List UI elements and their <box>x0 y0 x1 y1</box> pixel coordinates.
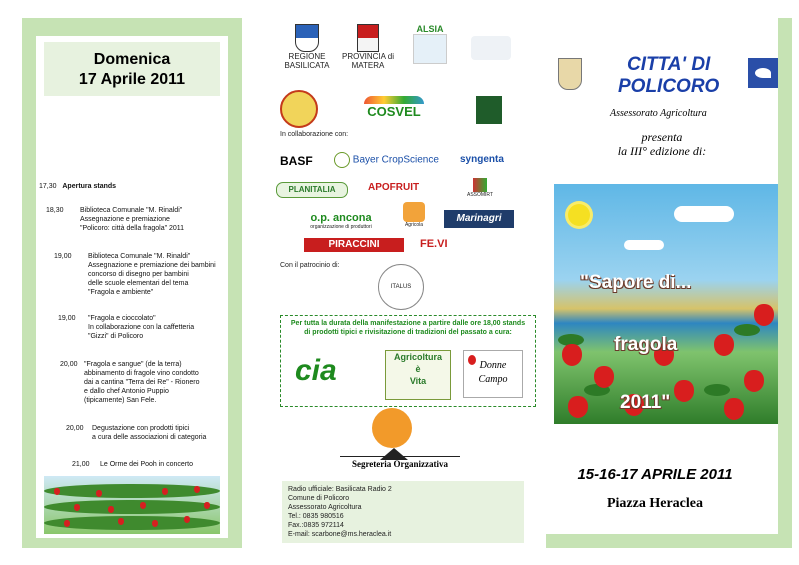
green-emblem-logo <box>476 96 502 124</box>
program-text: delle scuole elementari del tema <box>88 280 189 287</box>
crest-icon <box>357 24 379 52</box>
program-item-6 <box>66 424 206 442</box>
fax-line: Fax.:0835 972114 <box>288 522 344 529</box>
alsia-logo <box>410 24 450 64</box>
agricoltura-word: Agricoltura <box>393 352 442 362</box>
left-panel-content <box>36 36 228 538</box>
program-text: Biblioteca Comunale "M. Rinaldi" <box>80 207 183 214</box>
italus-label: ITALUS <box>390 284 412 290</box>
cosvel-logo <box>364 96 424 119</box>
program-item-7 <box>72 460 193 469</box>
program-item-2 <box>46 206 184 233</box>
program-text: "Fragola e ambiente" <box>88 289 154 296</box>
event-date: 17 Aprile 2011 <box>78 71 186 88</box>
email-line: E-mail: scarbone@ms.heraclea.it <box>288 531 392 538</box>
event-place: Piazza Heraclea <box>606 496 703 511</box>
rainbow-icon <box>364 96 424 104</box>
program-item-1 <box>39 182 116 191</box>
campo-word: Campo <box>478 374 508 385</box>
piraccini-logo: PIRACCINI <box>304 238 404 252</box>
donne-campo-logo <box>463 350 523 398</box>
program-text: Assegnazione e premiazione dei bambini <box>88 262 216 269</box>
regione-basilicata-label: REGIONE BASILICATA <box>284 52 330 70</box>
program-text: Apertura stands <box>62 183 117 190</box>
program-text: "Policoro: città della fragola" 2011 <box>80 225 185 232</box>
policoro-crest-icon <box>558 58 582 90</box>
fevi-logo: FE.VI <box>420 238 448 250</box>
program-text: Le Orme dei Pooh in concerto <box>100 461 193 468</box>
agricola-logo <box>400 202 428 228</box>
regione-basilicata-logo <box>280 24 334 70</box>
presenta-text <box>546 130 778 158</box>
shield-icon <box>295 24 319 52</box>
middle-panel <box>268 18 548 548</box>
phone-line: Tel.: 0835 980516 <box>288 513 344 520</box>
bayer-logo <box>334 152 439 168</box>
agricoltura-vita-logo <box>385 350 451 400</box>
basf-logo: BASF <box>280 154 313 168</box>
cia-logo: cia <box>295 354 337 387</box>
program-text: abbinamento di fragole vino condotto <box>84 370 199 377</box>
assessorato-line: Assessorato Agricoltura <box>288 504 362 511</box>
provincia-matera-label: PROVINCIA di MATERA <box>341 52 394 70</box>
program-text: concorso di disegno per bambini <box>88 271 189 278</box>
grid-icon <box>473 178 487 192</box>
provincia-matera-logo <box>340 24 396 70</box>
collaboration-label: In collaborazione con: <box>280 131 349 138</box>
program-text: (tipicamente) San Fele. <box>84 397 157 404</box>
event-date-box <box>44 42 220 96</box>
city-of-peace-logo <box>748 58 778 88</box>
op-ancona-label: o.p. ancona <box>310 212 372 224</box>
program-time: 18,30 <box>46 207 64 214</box>
city-title <box>618 54 719 98</box>
program-text: dai a cantina "Terra dei Re" - Rionero <box>84 379 200 386</box>
program-text: Degustazione con prodotti tipici <box>92 425 190 432</box>
event-dates: 15-16-17 APRILE 2011 <box>577 466 733 483</box>
segreteria-label: Segreteria Organizzativa <box>340 456 460 469</box>
patrocinio-label: Con il patrocinio di: <box>280 262 340 269</box>
italus-seal <box>378 264 424 310</box>
program-time: 17,30 <box>39 183 57 190</box>
program-text: "Fragola e cioccolato" <box>88 315 156 322</box>
syngenta-logo: syngenta <box>460 154 504 165</box>
poster-title-line3: 2011" <box>620 392 671 413</box>
assomirt-label: ASSOMIRT <box>466 192 494 198</box>
program-time: 21,00 <box>72 461 90 468</box>
program-text: In collaborazione con la caffetteria <box>88 324 195 331</box>
program-item-4 <box>58 314 194 341</box>
event-poster <box>554 184 778 424</box>
stands-announcement: Per tutta la durata della manifestazione a partire dalle ore 18,00 stands di prodotti tipici e rivisitazione di tradizioni del passato a cura: <box>290 320 526 336</box>
program-item-5 <box>60 360 199 405</box>
apofruit-logo: APOFRUIT <box>368 182 420 193</box>
program-time: 19,00 <box>54 253 72 260</box>
flower-icon <box>468 355 476 365</box>
strawberry-field-illustration <box>44 476 220 534</box>
contact-info-box <box>282 481 524 543</box>
event-day: Domenica <box>93 51 171 68</box>
planitalia-logo: PLANITALIA <box>276 182 348 198</box>
vita-word: Vita <box>409 376 427 386</box>
organizer-round-logo <box>372 408 412 448</box>
right-panel-content <box>546 18 778 534</box>
dove-icon <box>755 68 771 78</box>
e-word: è <box>415 364 421 374</box>
sun-icon <box>568 204 590 226</box>
program-text: "Gizzi" di Policoro <box>88 333 144 340</box>
op-ancona-logo <box>296 212 386 230</box>
program-text: Assegnazione e premiazione <box>80 216 170 223</box>
poster-title-line1: "Sapore di... <box>580 272 692 293</box>
radio-line: Radio ufficiale: Basilicata Radio 2 <box>288 486 392 493</box>
right-panel <box>546 18 792 548</box>
round-seal-logo <box>280 90 318 128</box>
alsia-emblem-icon <box>413 34 447 64</box>
bayer-label: Bayer CropScience <box>352 154 439 166</box>
comune-line: Comune di Policoro <box>288 495 350 502</box>
edizione-line: la III° edizione di: <box>617 144 707 158</box>
cloud-icon <box>674 206 734 222</box>
program-text: "Fragola e sangue" (de la terra) <box>84 361 182 368</box>
op-ancona-sublabel: organizzazione di produttori <box>310 224 372 230</box>
agricola-label: Agricola <box>404 222 424 228</box>
city-title-line2: POLICORO <box>618 76 720 97</box>
city-title-line1: CITTA' DI <box>627 54 711 75</box>
program-time: 19,00 <box>58 315 76 322</box>
institution-logo <box>468 36 514 60</box>
bayer-cross-icon <box>334 152 350 168</box>
fruit-basket-icon <box>403 202 425 222</box>
program-text: a cura delle associazioni di categoria <box>92 434 207 441</box>
building-icon <box>471 36 511 60</box>
donne-word: Donne <box>479 360 507 371</box>
presenta-line: presenta <box>641 130 683 144</box>
program-time: 20,00 <box>60 361 78 368</box>
left-panel <box>22 18 242 548</box>
assessorato-label: Assessorato Agricoltura <box>610 108 707 119</box>
program-text: Biblioteca Comunale "M. Rinaldi" <box>88 253 191 260</box>
cia-stands-box <box>280 315 536 407</box>
assomirt-logo <box>466 178 494 198</box>
cloud-icon <box>624 240 664 250</box>
marinagri-logo: Marinagri <box>444 210 514 228</box>
program-item-3 <box>54 252 216 297</box>
alsia-label: ALSIA <box>416 24 444 34</box>
cosvel-label: COSVEL <box>367 104 421 119</box>
program-text: e dallo chef Antonio Puppio <box>84 388 169 395</box>
poster-title-line2: fragola <box>614 334 678 355</box>
program-time: 20,00 <box>66 425 84 432</box>
